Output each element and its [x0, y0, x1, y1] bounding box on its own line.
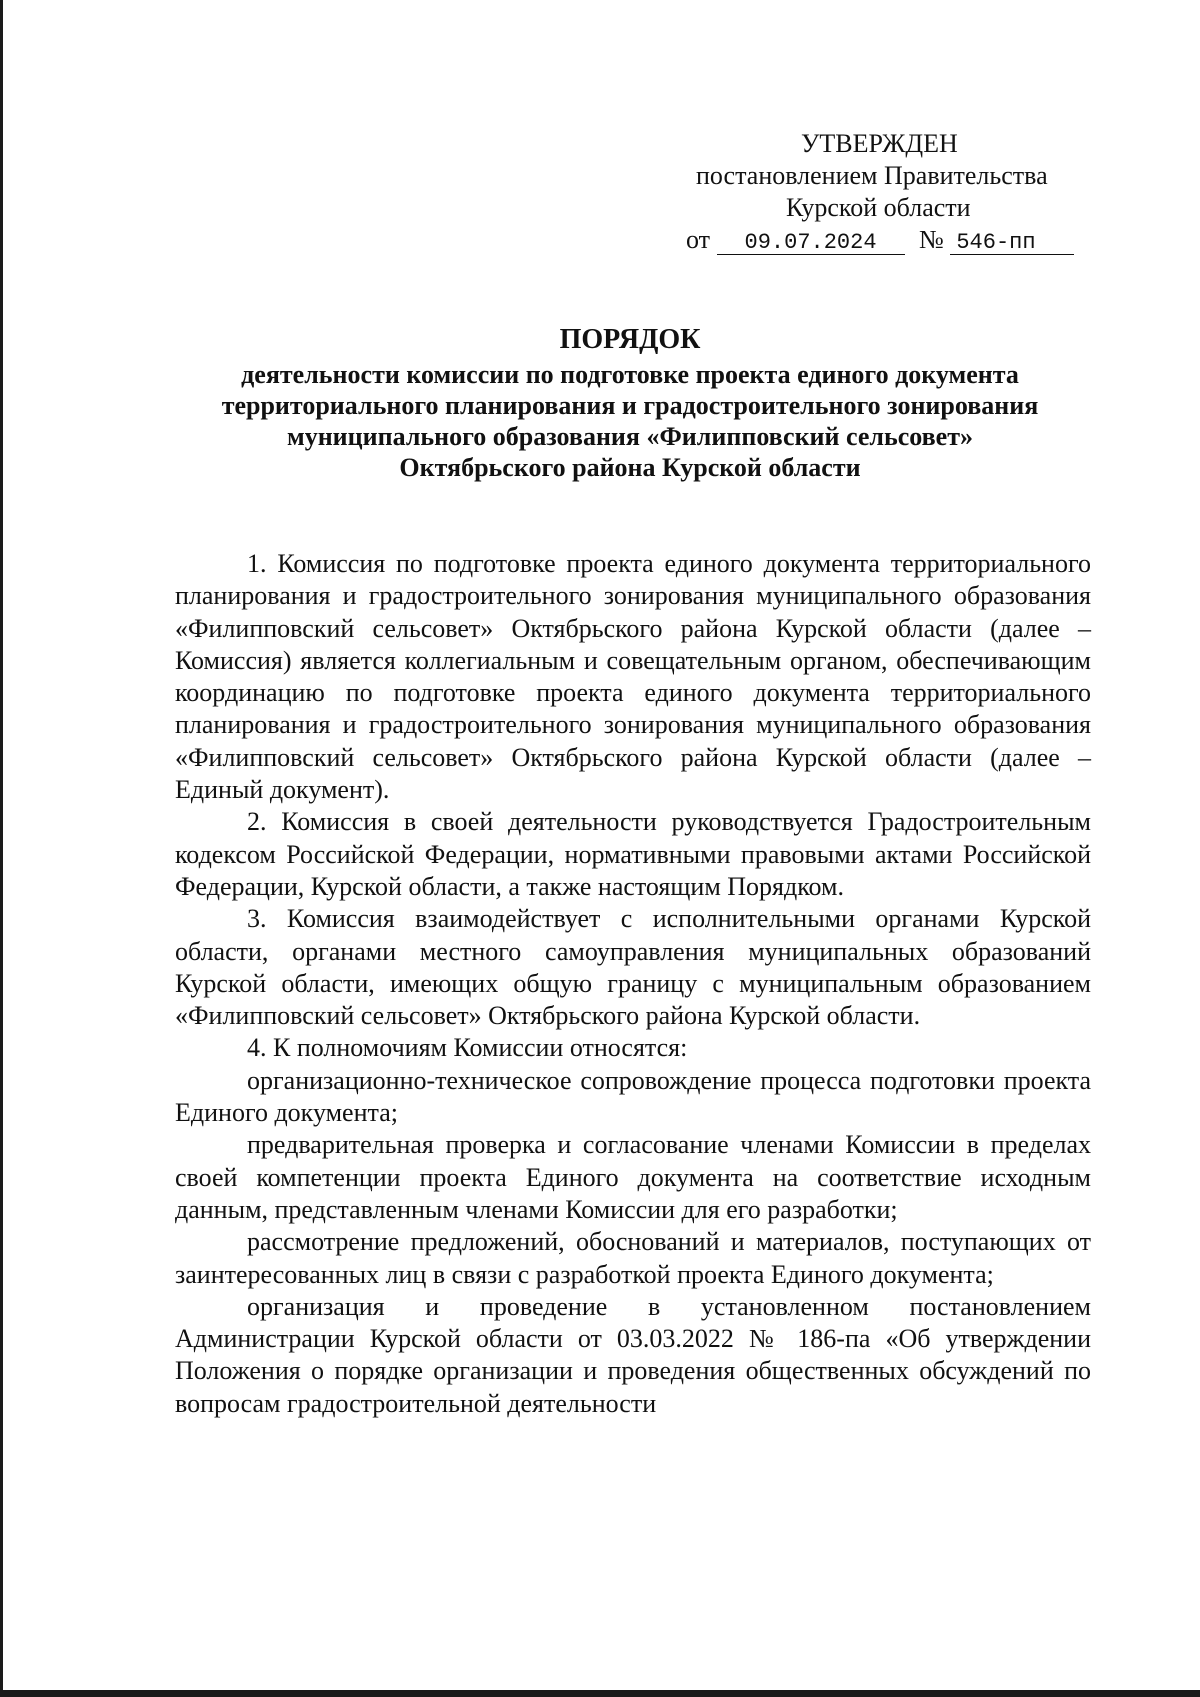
paragraph-1: 1. Комиссия по подготовке проекта единого документа территориального планирования и градостроительного зонирования муниципального образования «Филипповский сельсовет» Октябрьского района Курской области (далее – Комиссия) является коллегиальным и совещательным органом, обеспечивающим координацию по подготовке проекта единого документа территориального планирования и градостроительного зонирования муниципального образования «Филипповский сельсовет» Октябрьского района Курской области (далее – Единый документ).	[175, 549, 1091, 805]
document-title: ПОРЯДОК	[559, 324, 701, 355]
document-title-block	[150, 324, 1110, 483]
paragraph-4-item-2: предварительная проверка и согласование членами Комиссии в пределах своей компетенции проекта Единого документа на соответствие исходным данным, представленным членами Комиссии для его разработки;	[175, 1130, 1091, 1224]
date-prefix: от	[686, 225, 711, 254]
paragraph-4: 4. К полномочиям Комиссии относятся:	[247, 1033, 688, 1063]
scan-edge-left	[0, 0, 3, 1697]
paragraph-3: 3. Комиссия взаимодействует с исполнительными органами Курской области, органами местного самоуправления муниципальных образований Курской области, имеющих общую границу с муниципальным образованием «Филипповский сельсовет» Октябрьского района Курской области.	[175, 904, 1091, 1031]
number-prefix: №	[919, 225, 944, 254]
approved-by-line1: постановлением Правительства	[696, 161, 1048, 190]
approval-number: 546-пп	[950, 232, 1074, 255]
approval-date-number-line	[660, 224, 1100, 256]
document-body	[175, 548, 1091, 1420]
document-subtitle-line3: муниципального образования «Филипповский сельсовет»	[286, 422, 973, 451]
document-subtitle-line1: деятельности комиссии по подготовке проекта единого документа	[241, 360, 1019, 389]
paragraph-4-item-3: рассмотрение предложений, обоснований и материалов, поступающих от заинтересованных лиц в связи с разработкой проекта Единого документа;	[175, 1227, 1091, 1289]
paragraph-4-item-4: организация и проведение в установленном постановлением Администрации Курской области от 03.03.2022 № 186-па «Об утверждении Положения о порядке организации и проведения общественных обсуждений по вопросам градостроительной деятельности	[175, 1291, 1091, 1418]
document-subtitle-line4: Октябрьского района Курской области	[399, 453, 861, 482]
approved-by-line2: Курской области	[786, 193, 971, 222]
approval-date: 09.07.2024	[717, 232, 905, 255]
approved-heading: УТВЕРЖДЕН	[801, 129, 958, 158]
paragraph-4-item-1: организационно-техническое сопровождение процесса подготовки проекта Единого документа;	[175, 1065, 1091, 1128]
scan-edge-bottom	[0, 1690, 1200, 1697]
document-subtitle-line2: территориального планирования и градостроительного зонирования	[221, 391, 1039, 420]
paragraph-2: 2. Комиссия в своей деятельности руководствуется Градостроительным кодексом Российской Федерации, нормативными правовыми актами Российской Федерации, Курской области, а также настоящим Порядком.	[175, 807, 1091, 901]
approval-stamp-block	[660, 128, 1100, 256]
